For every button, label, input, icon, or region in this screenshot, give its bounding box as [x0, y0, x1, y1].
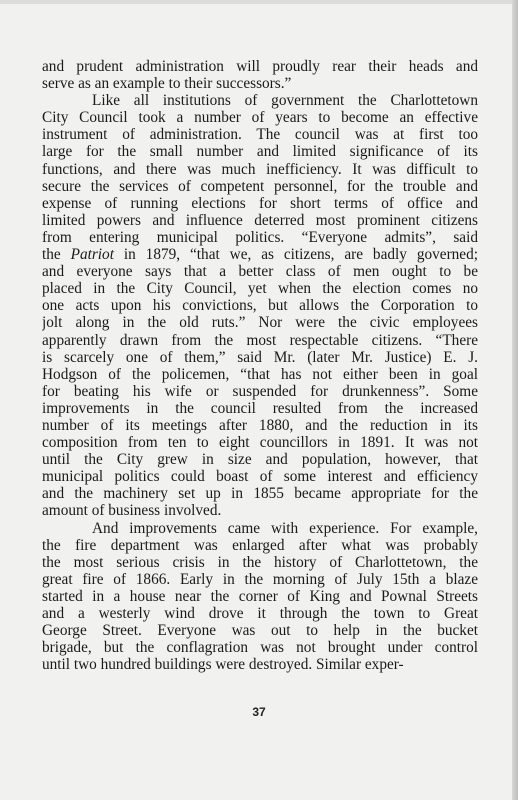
text-line: George Street. Everyone was out to help in the bucket: [42, 622, 478, 640]
text-line: municipal politics could boast of some interest and efficiency: [42, 468, 478, 486]
text-line: limited powers and influence deterred most prominent citizens: [42, 211, 478, 229]
text-line: the fire department was enlarged after what was probably: [42, 536, 478, 554]
paragraph: [42, 92, 478, 519]
text-line: and the machinery set up in 1855 became appropriate for the: [42, 485, 478, 503]
text-line: from entering municipal politics. “Everyone admits”, said: [42, 228, 478, 246]
text-line: and everyone says that a better class of men ought to be: [42, 263, 478, 281]
text-line: amount of business involved.: [42, 502, 222, 520]
text-line: the most serious crisis in the history of Charlottetown, the: [42, 553, 478, 571]
text-line: great fire of 1866. Early in the morning of July 15th a blaze: [42, 570, 478, 588]
text-line: until two hundred buildings were destroyed. Similar exper-: [42, 656, 404, 674]
text-line: expense of running elections for short terms of office and: [42, 194, 478, 212]
text-line: one acts upon his convictions, but allows the Corporation to: [42, 297, 478, 315]
paragraph: [42, 520, 478, 674]
paragraph: [42, 58, 478, 92]
text-line: instrument of administration. The council was at first too: [42, 126, 478, 144]
text-line: number of its meetings after 1880, and the reduction in its: [42, 416, 478, 434]
text-line: City Council took a number of years to become an effective: [42, 109, 478, 127]
text-line: Like all institutions of government the Charlottetown: [92, 92, 478, 110]
text-line: And improvements came with experience. For example,: [92, 519, 478, 537]
text-line: the Patriot in 1879, “that we, as citizens, are badly governed;: [42, 246, 478, 264]
text-line: apparently drawn from the most respectable citizens. “There: [42, 331, 478, 349]
page-number: 37: [252, 705, 266, 719]
text-line: started in a house near the corner of King and Pownal Streets: [42, 587, 478, 605]
page-top-edge: [0, 0, 518, 4]
text-line: is scarcely one of them,” said Mr. (later Mr. Justice) E. J.: [42, 348, 478, 366]
text-line: serve as an example to their successors.”: [42, 75, 292, 93]
text-line: composition from ten to eight councillors in 1891. It was not: [42, 434, 478, 452]
text-line: large for the small number and limited significance of its: [42, 143, 478, 161]
text-line: and a westerly wind drove it through the town to Great: [42, 605, 478, 622]
text-line: jolt along in the old ruts.” Nor were the civic employees: [42, 314, 478, 332]
page-right-edge: [512, 0, 518, 800]
text-line: for beating his wife or suspended for drunkenness”. Some: [42, 382, 478, 400]
text-line: and prudent administration will proudly rear their heads and: [42, 58, 478, 75]
text-line: improvements in the council resulted from the increased: [42, 399, 478, 417]
body-text: [42, 58, 478, 673]
text-line: functions, and there was much inefficiency. It was difficult to: [42, 160, 478, 178]
text-line: brigade, but the conflagration was not brought under control: [42, 639, 478, 657]
text-line: Hodgson of the policemen, “that has not either been in goal: [42, 365, 478, 383]
text-line: secure the services of competent personnel, for the trouble and: [42, 177, 478, 195]
text-line: until the City grew in size and population, however, that: [42, 451, 478, 469]
text-line: placed in the City Council, yet when the election comes no: [42, 280, 478, 298]
